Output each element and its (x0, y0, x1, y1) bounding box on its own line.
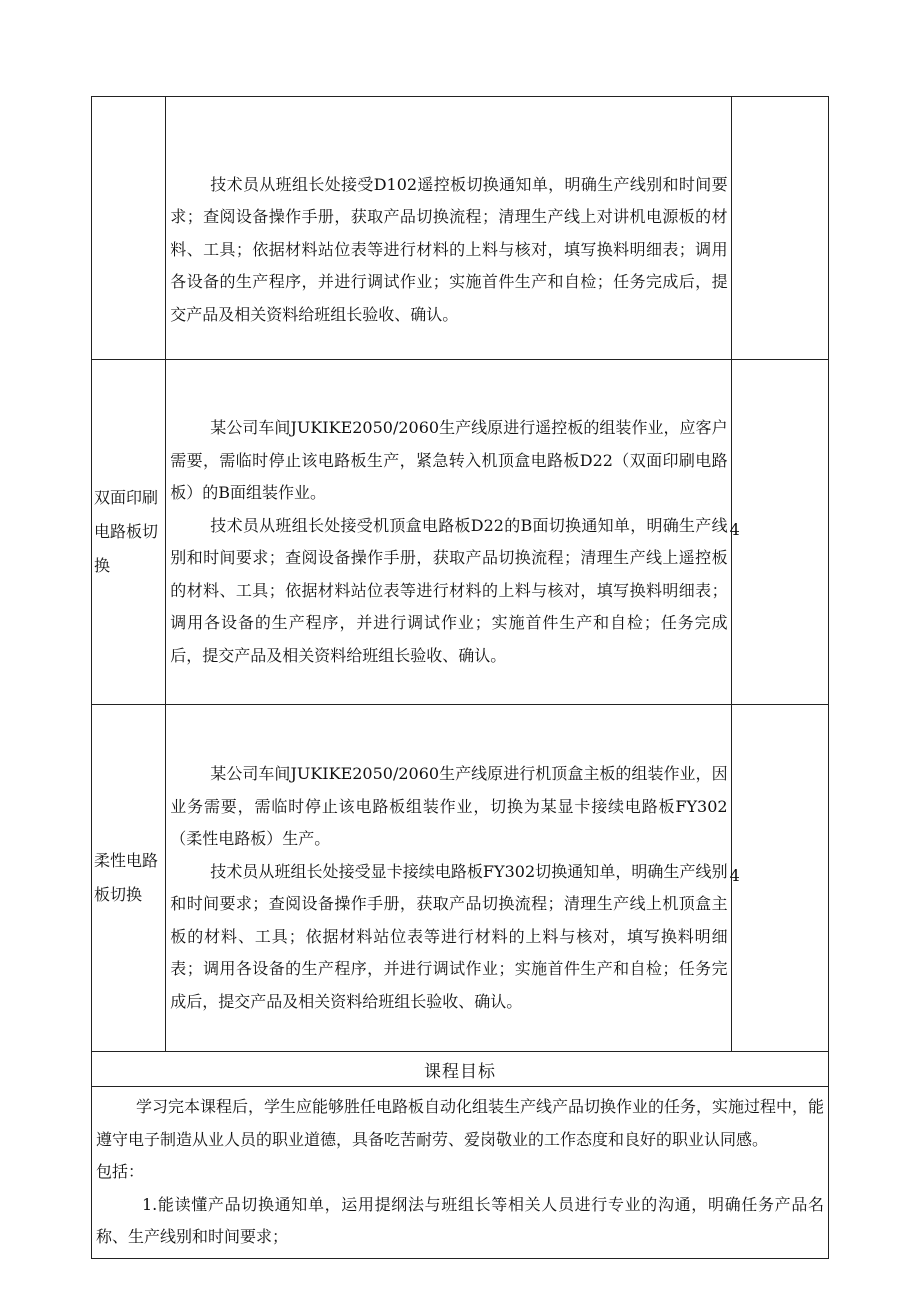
task-hours-cell (731, 705, 828, 1052)
task-hours-cell (731, 360, 828, 705)
task-description-cell (166, 360, 731, 705)
goals-content-cell (92, 1087, 829, 1259)
task-paragraph: 技术员从班组长处接受显卡接续电路板FY302切换通知单，明确生产线别和时间要求；查阅设备操作手册，获取产品切换流程；清理生产线上机顶盒主板的材料、工具；依据材料站位表等进行材料的上料与核对，填写换料明细表；调用各设备的生产程序，并进行调试作业；实施首件生产和自检；任务完成后，提交产品及相关资料给班组长验收、确认。 (170, 861, 728, 1011)
task-name-cell: 双面印刷电路板切换 (92, 360, 166, 705)
task-hours-cell (731, 97, 828, 360)
course-table (91, 96, 829, 1259)
goals-title-row (92, 1052, 829, 1087)
task-row (92, 97, 829, 360)
task-row (92, 705, 829, 1052)
task-name-cell: 柔性电路板切换 (92, 705, 166, 1052)
goals-includes-label: 包括： (96, 1162, 145, 1181)
task-paragraph: 技术员从班组长处接受机顶盒电路板D22的B面切换通知单，明确生产线别和时间要求；查阅设备操作手册，获取产品切换流程；清理生产线上遥控板的材料、工具；依据材料站位表等进行材料的上料与核对，填写换料明细表；调用各设备的生产程序，并进行调试作业；实施首件生产和自检；任务完成后，提交产品及相关资料给班组长验收、确认。 (170, 515, 728, 665)
goal-item: 1.能读懂产品切换通知单，运用提纲法与班组长等相关人员进行专业的沟通，明确任务产品名称、生产线别和时间要求； (96, 1194, 824, 1246)
goals-content-row (92, 1087, 829, 1259)
task-paragraph: 某公司车间JUKIKE2050/2060生产线原进行机顶盒主板的组装作业，因业务需要，需临时停止该电路板组装作业，切换为某显卡接续电路板FY302（柔性电路板）生产。 (170, 764, 728, 848)
goals-intro: 学习完本课程后，学生应能够胜任电路板自动化组装生产线产品切换作业的任务，实施过程中，能遵守电子制造从业人员的职业道德，具备吃苦耐劳、爱岗敬业的工作态度和良好的职业认同感。 (96, 1097, 825, 1149)
task-hours: 4 (729, 519, 740, 539)
section-title: 课程目标 (92, 1052, 829, 1087)
task-name-cell (92, 97, 166, 360)
task-hours: 4 (729, 865, 740, 885)
task-paragraph: 技术员从班组长处接受D102遥控板切换通知单，明确生产线别和时间要求；查阅设备操作手册，获取产品切换流程；清理生产线上对讲机电源板的材料、工具；依据材料站位表等进行材料的上料与核对，填写换料明细表；调用各设备的生产程序，并进行调试作业；实施首件生产和自检；任务完成后，提交产品及相关资料给班组长验收、确认。 (170, 174, 728, 324)
task-description-cell (166, 97, 731, 360)
task-description-cell (166, 705, 731, 1052)
task-paragraph: 某公司车间JUKIKE2050/2060生产线原进行遥控板的组装作业，应客户需要，需临时停止该电路板生产，紧急转入机顶盒电路板D22（双面印刷电路板）的B面组装作业。 (170, 418, 728, 502)
task-row (92, 360, 829, 705)
